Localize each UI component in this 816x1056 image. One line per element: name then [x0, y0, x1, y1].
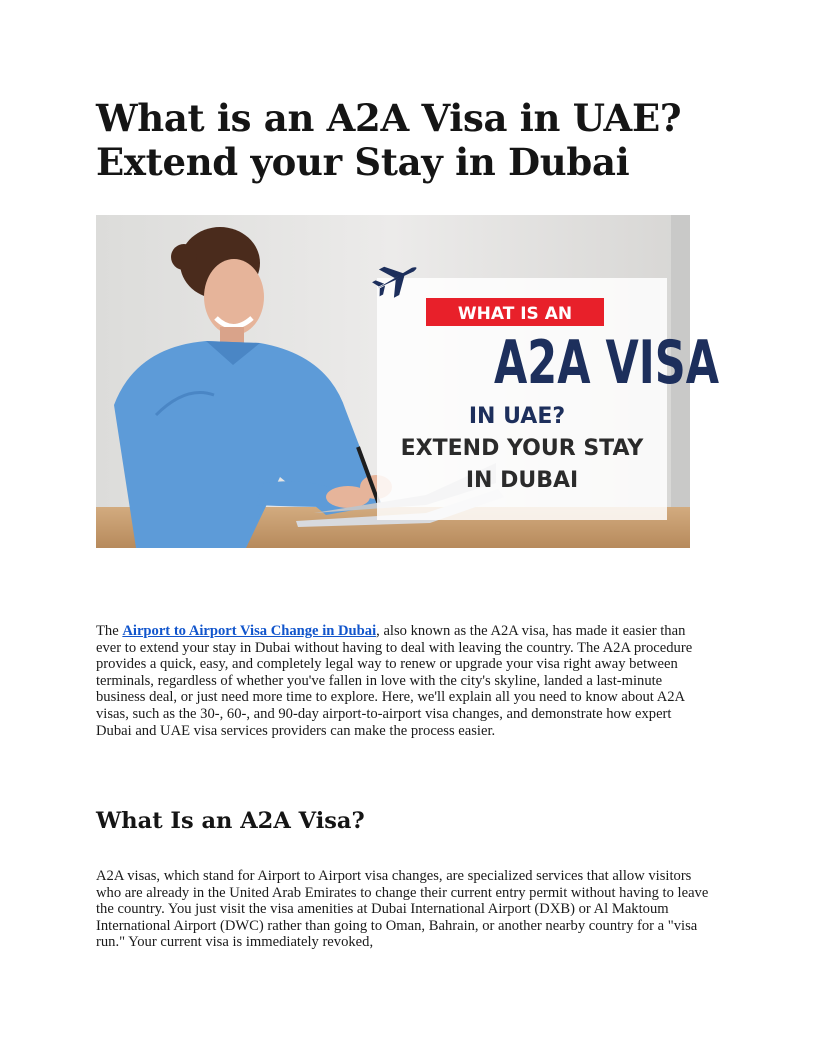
hero-badge: WHAT IS AN	[457, 304, 573, 324]
hero-line-3: IN DUBAI	[465, 468, 579, 493]
page-title	[96, 96, 720, 184]
title-line-2: Extend your Stay in Dubai	[96, 140, 630, 184]
intro-text: , also known as the A2A visa, has made it easier than ever to extend your stay in Dubai without having to deal with leaving the country. The A2A procedure provides a quick, easy, and completely legal way to renew or upgrade your visa right away between terminals, regardless of whether you've fallen in love with the city's skyline, landed a last-minute business deal, or just need more time to explore. Here, we'll explain all you need to know about A2A visas, such as the 30-, 60-, and 90-day airport-to-airport visa changes, and demonstrate how expert Dubai and UAE visa services providers can make the process easier.	[96, 623, 693, 739]
section-paragraph: A2A visas, which stand for Airport to Airport visa changes, are specialized services that allow visitors who are already in the United Arab Emirates to change their current entry permit without having to leave the country. You just visit the visa amenities at Dubai International Airport (DXB) or Al Maktoum International Airport (DWC) rather than going to Oman, Bahrain, or another nearby country for a "visa run." Your current visa is immediately revoked,	[96, 868, 709, 951]
hero-headline: A2A VISA	[494, 328, 720, 398]
hero-line-1: IN UAE?	[468, 404, 566, 429]
hero-line-2: EXTEND YOUR STAY	[400, 436, 644, 461]
airport-visa-change-link[interactable]: Airport to Airport Visa Change in Dubai	[122, 623, 377, 639]
title-line-1: What is an A2A Visa in UAE?	[96, 96, 682, 140]
intro-prefix: The	[96, 623, 123, 639]
hero-image	[96, 215, 720, 548]
section-heading: What Is an A2A Visa?	[96, 808, 365, 834]
article-header	[96, 96, 720, 184]
intro-paragraph	[96, 623, 710, 739]
